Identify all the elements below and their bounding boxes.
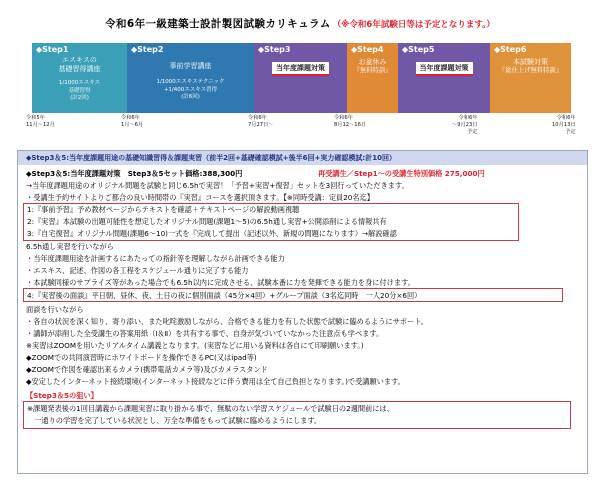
step-6-name: ◆Step6 [494,45,527,54]
step-5-tag: 当年度課題対策 [416,62,473,76]
date-step-6 [552,115,576,135]
step-6-line-1: 本試験対策 [513,58,548,66]
step-item-1: 1:『事前予習』予め教材ページからテキストを確認＋テキストページの解説動画視聴 [27,205,300,214]
title-text: 令和6年一級建築士設計製図試験カリキュラム [105,18,331,30]
date-step-4-range: 8月12～16日 [334,121,367,128]
title-note: （※令和6年試験日等は予定となります。） [332,20,495,30]
step-1-detail-1: 1/1000エスキス [58,80,101,87]
date-step-1-range: 11月～12月 [26,121,55,128]
date-step-5-range: ～9月23日 [452,121,478,128]
date-step-3-range: 7月27日～ [248,121,274,128]
step-4-name: ◆Step4 [351,45,384,54]
panel-heading: ◆Step3＆5:当年度課題用途の基礎知識習得＆課題実習（前半2回+基礎確認模試+後半6回+実力確認模試:計10回） [18,151,587,165]
mid-line-4: ・本試験同様のサプライズ等があった場合でも6.5h以内に完成させる、試験本番に力を発揮できる能力を身に付けます。 [26,278,415,287]
step-2-detail-3: (計6回) [181,93,200,100]
step-6-block [490,43,571,113]
desc-line-2: ・受講生予約サイトよりご都合の良い時間帯の『実習』コースを選択頂きます。【※同時受講：定員20名迄】 [26,193,374,202]
zoom-line-2: ◆ZOOMでの共同演習時にホワイトボードを操作できるPC(又はipad等) [26,353,257,362]
step-item-3: 3:『自宅復習』オリジナル問題(課題6～10)一式を『完成して提出（記述以外、新規の問題になります）→解説確認 [27,229,397,238]
after-line-1: 面談を行いながら [26,305,84,314]
step-3-tag: 当年度課題対策 [272,62,329,76]
step-1-block [32,43,127,113]
step-2-block [127,43,254,113]
step-2-line-1: 事前学習講座 [169,62,212,70]
date-step-3-era: 令和6年 [248,115,267,121]
step-timeline [32,43,571,113]
step-4-line-1: お盆休み [358,58,387,66]
step-item-2: 2:『実習』本試験の出題可能性を想定したオリジナル問題(課題1～5)の6.5h通し実習+公開添削による情報共有 [27,217,387,226]
step-1-line-2: 基礎習得講座 [58,65,101,74]
zoom-line-1: ※実習はZOOMを用いたリアルタイム講義となります。(実習などに用いる資料は各自にて印刷願います。) [26,341,364,350]
page-title [0,12,600,31]
step-5-block [398,43,490,113]
step-5-name: ◆Step5 [402,45,435,54]
step-2-name: ◆Step2 [131,45,164,54]
date-step-1-era: 令和5年 [26,115,45,121]
after-line-3: ・講師が添削した全受講生の答案用紙（Ⅰ＆Ⅱ）を共有する事で、自身が気づいていなかった注意点も学べます。 [26,329,384,338]
aim-line-1: ※課題発表後の1回目講義から課題実習に取り掛かる事で、無駄のない学習スケジュールで試験日の2週間前には、 [27,404,394,413]
date-step-1 [26,115,55,129]
step-3-name: ◆Step3 [258,45,291,54]
price-line: ◆Step3＆5:当年度課題対策 Step3＆5セット価格:388,300円 [26,169,243,178]
date-step-4 [334,115,366,129]
after-line-2: ・各自の状況を深く知り、寄り添い、また叱咤激励しながら、合格できる能力を有した状態で試験に臨めるようにサポート。 [26,317,428,326]
date-step-6-era: 令和6年 [556,115,576,121]
date-step-5 [452,115,477,135]
zoom-line-4: ◆安定したインターネット接続環境(インターネット接続などに伴う費用は全て自己負担となります。)で受講願います。 [26,377,405,386]
step-2-detail-1: 1/1000エスキステクニック [156,79,225,86]
step-2-detail-2: +1/400エスキス習得 [163,86,218,93]
step-6-line-2: 『総仕上げ無料特訓』 [499,67,562,75]
step-3-block [254,43,347,113]
aim-label: 【Step3＆5の狙い】 [26,391,98,400]
step3-5-panel [17,150,588,474]
date-step-4-era: 令和6年 [334,115,353,121]
date-step-6-note: 予定 [565,128,576,135]
date-step-5-era: 令和6年 [458,115,478,121]
step-1-detail-2: 基礎習得 [68,87,91,94]
special-price: 再受講生／Step1～の受講生特別価格 275,000円 [318,169,485,178]
step-1-line-1: エスキスの [62,56,97,64]
desc-line-1: →当年度課題用途のオリジナル問題を試験と同じ6.5hで実習！「予習+実習+復習」セットを3回行っていただきます。 [26,181,409,190]
step-item-4: 4:『実習後の面談』平日朝、昼休、夜、土日の夜に個別面談（45分×4回）+グループ面談（3名迄同時 一人20分×6回） [27,291,422,300]
date-step-5-note: 予定 [467,128,478,135]
step-1-name: ◆Step1 [36,45,69,54]
date-step-3 [248,115,273,129]
step-4-block [347,43,398,113]
step-1-detail-3: (計2回) [70,95,89,102]
mid-line-2: ・当年度課題用途を計画するにあたっての指針等を理解しながら計画できる能力 [26,254,285,263]
date-step-6-range: 10月13日 [552,121,576,128]
date-step-2-era: 令和6年 [121,115,140,121]
mid-line-3: ・エスキス、記述、作図の各工程をスケジュール通りに完了する能力 [26,266,249,275]
date-step-2 [121,115,143,129]
aim-line-2: 一通りの学習を完了している状況とし、万全な準備をもって試験に臨めるようにします。 [27,416,322,425]
zoom-line-3: ◆ZOOMで作図を確認出来るカメラ(携帯電話カメラ等)及びカメラスタンド [26,365,268,374]
date-step-2-range: 1月～6月 [121,121,144,128]
mid-line-1: 6.5h通し実習を行いながら [26,242,114,251]
step-4-line-2: 『無料特訓』 [353,67,392,75]
